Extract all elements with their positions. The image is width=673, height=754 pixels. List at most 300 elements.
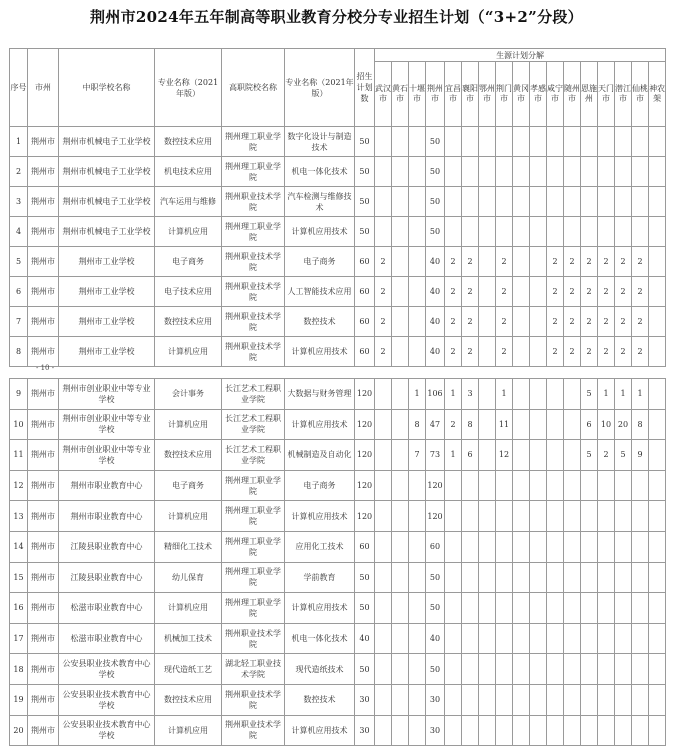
cell-region-count bbox=[615, 217, 632, 247]
cell-city: 荆州市 bbox=[28, 531, 59, 562]
cell-region-count bbox=[409, 127, 426, 157]
cell-region-count bbox=[513, 562, 530, 593]
cell-region-count: 5 bbox=[581, 440, 598, 471]
cell-region-count: 2 bbox=[581, 277, 598, 307]
cell-region-count: 2 bbox=[581, 247, 598, 277]
cell-region-count: 2 bbox=[375, 277, 392, 307]
cell-region-count bbox=[547, 593, 564, 624]
cell-plan: 50 bbox=[355, 127, 375, 157]
header-city: 市州 bbox=[28, 49, 59, 127]
cell-region-count: 2 bbox=[598, 307, 615, 337]
cell-region-count bbox=[479, 562, 496, 593]
cell-major-secondary: 数控技术应用 bbox=[155, 307, 222, 337]
cell-major-secondary: 电子技术应用 bbox=[155, 277, 222, 307]
cell-region-count bbox=[615, 157, 632, 187]
cell-school: 荆州市职业教育中心 bbox=[59, 501, 155, 532]
cell-region-count bbox=[581, 562, 598, 593]
cell-region-count bbox=[649, 501, 666, 532]
cell-region-count: 5 bbox=[581, 379, 598, 410]
cell-plan: 120 bbox=[355, 470, 375, 501]
cell-region-count bbox=[564, 562, 581, 593]
cell-region-count bbox=[375, 623, 392, 654]
cell-region-count bbox=[581, 623, 598, 654]
cell-region-count: 2 bbox=[598, 440, 615, 471]
cell-region-count: 2 bbox=[564, 247, 581, 277]
cell-region-count: 2 bbox=[615, 337, 632, 367]
cell-region-count bbox=[564, 217, 581, 247]
cell-city: 荆州市 bbox=[28, 654, 59, 685]
table-row bbox=[10, 593, 666, 624]
cell-region-count bbox=[479, 440, 496, 471]
cell-region-count bbox=[392, 307, 409, 337]
cell-region-count: 2 bbox=[564, 337, 581, 367]
cell-region-count bbox=[615, 562, 632, 593]
table-row bbox=[10, 127, 666, 157]
cell-region-count: 2 bbox=[547, 307, 564, 337]
cell-college: 长江艺术工程职业学院 bbox=[222, 409, 285, 440]
cell-region-count bbox=[513, 187, 530, 217]
cell-region-count bbox=[496, 127, 513, 157]
cell-region-count bbox=[530, 684, 547, 715]
cell-major-secondary: 幼儿保育 bbox=[155, 562, 222, 593]
cell-region-count: 2 bbox=[632, 277, 649, 307]
cell-region-count bbox=[479, 127, 496, 157]
cell-region-count bbox=[479, 157, 496, 187]
table-row bbox=[10, 337, 666, 367]
cell-region-count bbox=[409, 715, 426, 746]
cell-region-count bbox=[513, 217, 530, 247]
cell-region-count bbox=[496, 593, 513, 624]
header-region: 随州市 bbox=[564, 62, 581, 127]
cell-region-count bbox=[462, 217, 479, 247]
cell-region-count: 1 bbox=[445, 440, 462, 471]
cell-region-count bbox=[615, 531, 632, 562]
cell-major-secondary: 数控技术应用 bbox=[155, 440, 222, 471]
cell-region-count bbox=[581, 593, 598, 624]
cell-plan: 120 bbox=[355, 440, 375, 471]
cell-region-count bbox=[564, 440, 581, 471]
cell-region-count: 40 bbox=[426, 337, 445, 367]
cell-region-count bbox=[445, 127, 462, 157]
cell-region-count bbox=[581, 715, 598, 746]
cell-seq: 6 bbox=[10, 277, 28, 307]
cell-city: 荆州市 bbox=[28, 337, 59, 367]
cell-region-count bbox=[392, 277, 409, 307]
cell-region-count bbox=[530, 715, 547, 746]
cell-region-count: 12 bbox=[496, 440, 513, 471]
cell-region-count bbox=[445, 501, 462, 532]
cell-major-higher: 计算机应用技术 bbox=[285, 217, 355, 247]
cell-region-count bbox=[615, 684, 632, 715]
cell-city: 荆州市 bbox=[28, 127, 59, 157]
cell-region-count: 50 bbox=[426, 127, 445, 157]
cell-college: 荆州理工职业学院 bbox=[222, 127, 285, 157]
cell-region-count bbox=[409, 337, 426, 367]
cell-region-count bbox=[392, 593, 409, 624]
cell-seq: 16 bbox=[10, 593, 28, 624]
cell-region-count: 2 bbox=[462, 337, 479, 367]
cell-plan: 60 bbox=[355, 531, 375, 562]
cell-city: 荆州市 bbox=[28, 470, 59, 501]
cell-region-count bbox=[392, 379, 409, 410]
cell-region-count bbox=[649, 409, 666, 440]
cell-school: 荆州市工业学校 bbox=[59, 277, 155, 307]
table-row bbox=[10, 562, 666, 593]
cell-region-count bbox=[547, 379, 564, 410]
cell-region-count bbox=[462, 127, 479, 157]
cell-region-count bbox=[479, 623, 496, 654]
header-region: 恩施州 bbox=[581, 62, 598, 127]
cell-plan: 120 bbox=[355, 379, 375, 410]
header-region: 宜昌市 bbox=[445, 62, 462, 127]
cell-region-count bbox=[479, 379, 496, 410]
table-row bbox=[10, 187, 666, 217]
cell-region-count: 40 bbox=[426, 247, 445, 277]
cell-region-count bbox=[530, 307, 547, 337]
cell-region-count bbox=[479, 470, 496, 501]
cell-region-count bbox=[392, 337, 409, 367]
cell-school: 松滋市职业教育中心 bbox=[59, 623, 155, 654]
cell-region-count: 60 bbox=[426, 531, 445, 562]
cell-region-count bbox=[649, 715, 666, 746]
cell-region-count bbox=[392, 531, 409, 562]
header-region: 武汉市 bbox=[375, 62, 392, 127]
cell-region-count bbox=[581, 127, 598, 157]
cell-region-count bbox=[598, 217, 615, 247]
cell-region-count bbox=[409, 470, 426, 501]
cell-seq: 2 bbox=[10, 157, 28, 187]
cell-region-count bbox=[632, 127, 649, 157]
cell-seq: 5 bbox=[10, 247, 28, 277]
cell-region-count bbox=[409, 157, 426, 187]
cell-region-count bbox=[409, 684, 426, 715]
cell-region-count bbox=[375, 531, 392, 562]
cell-school: 荆州市机械电子工业学校 bbox=[59, 127, 155, 157]
cell-region-count bbox=[564, 379, 581, 410]
cell-school: 荆州市创业职业中等专业学校 bbox=[59, 409, 155, 440]
cell-region-count bbox=[375, 593, 392, 624]
cell-seq: 12 bbox=[10, 470, 28, 501]
cell-seq: 7 bbox=[10, 307, 28, 337]
cell-region-count bbox=[564, 187, 581, 217]
cell-college: 荆州理工职业学院 bbox=[222, 531, 285, 562]
cell-plan: 30 bbox=[355, 715, 375, 746]
cell-region-count: 1 bbox=[409, 379, 426, 410]
cell-region-count bbox=[375, 654, 392, 685]
cell-major-secondary: 数控技术应用 bbox=[155, 684, 222, 715]
cell-region-count: 2 bbox=[445, 409, 462, 440]
cell-plan: 50 bbox=[355, 593, 375, 624]
cell-region-count bbox=[649, 247, 666, 277]
cell-region-count bbox=[513, 337, 530, 367]
cell-region-count bbox=[513, 157, 530, 187]
cell-region-count bbox=[479, 337, 496, 367]
cell-region-count bbox=[530, 470, 547, 501]
cell-region-count bbox=[375, 187, 392, 217]
cell-region-count bbox=[392, 247, 409, 277]
header-region: 荆门市 bbox=[496, 62, 513, 127]
cell-city: 荆州市 bbox=[28, 562, 59, 593]
cell-region-count bbox=[513, 715, 530, 746]
cell-region-count bbox=[564, 623, 581, 654]
cell-region-count bbox=[392, 623, 409, 654]
cell-region-count bbox=[547, 187, 564, 217]
table-row bbox=[10, 440, 666, 471]
cell-region-count bbox=[409, 501, 426, 532]
cell-region-count: 8 bbox=[409, 409, 426, 440]
cell-major-higher: 大数据与财务管理 bbox=[285, 379, 355, 410]
cell-plan: 50 bbox=[355, 157, 375, 187]
cell-region-count bbox=[530, 337, 547, 367]
cell-region-count bbox=[547, 684, 564, 715]
cell-region-count: 6 bbox=[581, 409, 598, 440]
cell-region-count: 120 bbox=[426, 501, 445, 532]
cell-region-count bbox=[581, 157, 598, 187]
cell-region-count bbox=[530, 217, 547, 247]
cell-region-count: 2 bbox=[632, 307, 649, 337]
cell-region-count bbox=[409, 623, 426, 654]
document-title: 荆州市2024年五年制高等职业教育分校分专业招生计划（“3+2”分段） bbox=[90, 8, 583, 26]
cell-region-count bbox=[649, 531, 666, 562]
cell-major-secondary: 电子商务 bbox=[155, 247, 222, 277]
cell-region-count bbox=[530, 187, 547, 217]
cell-region-count: 2 bbox=[598, 277, 615, 307]
cell-region-count bbox=[479, 187, 496, 217]
cell-region-count bbox=[375, 501, 392, 532]
cell-region-count bbox=[581, 684, 598, 715]
cell-seq: 3 bbox=[10, 187, 28, 217]
cell-region-count bbox=[632, 715, 649, 746]
cell-region-count: 50 bbox=[426, 157, 445, 187]
cell-region-count bbox=[496, 470, 513, 501]
cell-region-count: 1 bbox=[632, 379, 649, 410]
header-major-secondary: 专业名称（2021年版） bbox=[155, 49, 222, 127]
cell-region-count: 50 bbox=[426, 593, 445, 624]
cell-region-count bbox=[375, 409, 392, 440]
cell-region-count bbox=[445, 187, 462, 217]
cell-region-count bbox=[530, 531, 547, 562]
cell-major-higher: 计算机应用技术 bbox=[285, 409, 355, 440]
cell-region-count: 2 bbox=[547, 277, 564, 307]
cell-region-count bbox=[513, 277, 530, 307]
cell-region-count bbox=[409, 277, 426, 307]
cell-region-count bbox=[375, 379, 392, 410]
cell-region-count bbox=[409, 654, 426, 685]
cell-region-count bbox=[409, 593, 426, 624]
header-region: 孝感市 bbox=[530, 62, 547, 127]
cell-region-count bbox=[409, 187, 426, 217]
cell-seq: 15 bbox=[10, 562, 28, 593]
cell-region-count bbox=[581, 531, 598, 562]
cell-region-count bbox=[530, 623, 547, 654]
cell-plan: 50 bbox=[355, 562, 375, 593]
cell-region-count: 2 bbox=[375, 337, 392, 367]
header-school: 中职学校名称 bbox=[59, 49, 155, 127]
cell-region-count bbox=[445, 654, 462, 685]
cell-school: 荆州市机械电子工业学校 bbox=[59, 187, 155, 217]
cell-region-count: 3 bbox=[462, 379, 479, 410]
cell-region-count: 2 bbox=[496, 277, 513, 307]
cell-region-count: 2 bbox=[547, 337, 564, 367]
cell-region-count bbox=[392, 470, 409, 501]
table-row bbox=[10, 277, 666, 307]
cell-major-higher: 电子商务 bbox=[285, 247, 355, 277]
cell-region-count: 2 bbox=[564, 277, 581, 307]
cell-region-count bbox=[392, 501, 409, 532]
cell-region-count bbox=[479, 277, 496, 307]
cell-region-count: 47 bbox=[426, 409, 445, 440]
cell-major-higher: 人工智能技术应用 bbox=[285, 277, 355, 307]
cell-plan: 40 bbox=[355, 623, 375, 654]
cell-region-count bbox=[615, 623, 632, 654]
cell-region-count: 2 bbox=[496, 307, 513, 337]
header-region: 十堰市 bbox=[409, 62, 426, 127]
cell-region-count bbox=[547, 623, 564, 654]
cell-region-count bbox=[530, 654, 547, 685]
cell-region-count bbox=[615, 470, 632, 501]
cell-region-count bbox=[547, 470, 564, 501]
cell-region-count bbox=[547, 409, 564, 440]
header-region: 神农架 bbox=[649, 62, 666, 127]
cell-region-count: 9 bbox=[632, 440, 649, 471]
cell-region-count bbox=[615, 187, 632, 217]
cell-seq: 17 bbox=[10, 623, 28, 654]
cell-region-count: 11 bbox=[496, 409, 513, 440]
cell-college: 荆州理工职业学院 bbox=[222, 157, 285, 187]
table-row bbox=[10, 654, 666, 685]
cell-region-count bbox=[445, 157, 462, 187]
cell-plan: 30 bbox=[355, 684, 375, 715]
cell-region-count bbox=[513, 379, 530, 410]
cell-region-count bbox=[547, 715, 564, 746]
cell-region-count bbox=[445, 217, 462, 247]
cell-region-count bbox=[547, 562, 564, 593]
cell-region-count bbox=[649, 470, 666, 501]
cell-region-count bbox=[530, 440, 547, 471]
cell-major-higher: 应用化工技术 bbox=[285, 531, 355, 562]
cell-region-count: 2 bbox=[445, 307, 462, 337]
header-region: 黄冈市 bbox=[513, 62, 530, 127]
cell-region-count bbox=[649, 654, 666, 685]
cell-region-count: 6 bbox=[462, 440, 479, 471]
cell-region-count: 40 bbox=[426, 277, 445, 307]
cell-school: 荆州市机械电子工业学校 bbox=[59, 217, 155, 247]
cell-region-count bbox=[598, 187, 615, 217]
cell-region-count: 10 bbox=[598, 409, 615, 440]
cell-region-count bbox=[392, 127, 409, 157]
cell-seq: 13 bbox=[10, 501, 28, 532]
cell-region-count: 8 bbox=[632, 409, 649, 440]
cell-region-count bbox=[479, 247, 496, 277]
cell-region-count bbox=[513, 593, 530, 624]
cell-region-count: 1 bbox=[598, 379, 615, 410]
cell-city: 荆州市 bbox=[28, 217, 59, 247]
cell-region-count bbox=[615, 715, 632, 746]
cell-region-count: 20 bbox=[615, 409, 632, 440]
cell-region-count bbox=[632, 217, 649, 247]
cell-region-count bbox=[649, 593, 666, 624]
cell-seq: 8 bbox=[10, 337, 28, 367]
table-row bbox=[10, 247, 666, 277]
cell-plan: 60 bbox=[355, 307, 375, 337]
cell-major-secondary: 现代造纸工艺 bbox=[155, 654, 222, 685]
cell-region-count bbox=[462, 623, 479, 654]
cell-region-count bbox=[513, 623, 530, 654]
cell-region-count bbox=[496, 715, 513, 746]
cell-region-count bbox=[564, 654, 581, 685]
cell-region-count bbox=[632, 157, 649, 187]
cell-region-count bbox=[564, 157, 581, 187]
cell-region-count bbox=[530, 501, 547, 532]
cell-region-count: 2 bbox=[496, 337, 513, 367]
cell-region-count: 30 bbox=[426, 684, 445, 715]
cell-region-count bbox=[479, 654, 496, 685]
cell-region-count bbox=[392, 157, 409, 187]
cell-city: 荆州市 bbox=[28, 440, 59, 471]
cell-major-secondary: 机电技术应用 bbox=[155, 157, 222, 187]
cell-region-count bbox=[649, 127, 666, 157]
header-region: 荆州市 bbox=[426, 62, 445, 127]
header-plan: 招生计划数 bbox=[355, 49, 375, 127]
cell-region-count: 1 bbox=[615, 379, 632, 410]
cell-region-count bbox=[513, 654, 530, 685]
cell-region-count bbox=[462, 654, 479, 685]
cell-seq: 9 bbox=[10, 379, 28, 410]
cell-plan: 50 bbox=[355, 217, 375, 247]
cell-region-count bbox=[479, 715, 496, 746]
cell-region-count bbox=[496, 684, 513, 715]
cell-region-count bbox=[581, 654, 598, 685]
cell-region-count bbox=[530, 127, 547, 157]
cell-region-count bbox=[564, 470, 581, 501]
page-number: - 10 - bbox=[36, 364, 55, 372]
cell-region-count bbox=[513, 247, 530, 277]
cell-region-count bbox=[462, 715, 479, 746]
cell-major-secondary: 计算机应用 bbox=[155, 501, 222, 532]
cell-region-count bbox=[479, 409, 496, 440]
cell-college: 荆州职业技术学院 bbox=[222, 247, 285, 277]
cell-seq: 11 bbox=[10, 440, 28, 471]
cell-city: 荆州市 bbox=[28, 277, 59, 307]
table-row bbox=[10, 684, 666, 715]
cell-region-count: 2 bbox=[598, 337, 615, 367]
cell-region-count bbox=[513, 440, 530, 471]
cell-region-count bbox=[564, 531, 581, 562]
cell-college: 荆州职业技术学院 bbox=[222, 684, 285, 715]
cell-region-count: 2 bbox=[445, 247, 462, 277]
cell-major-higher: 学前教育 bbox=[285, 562, 355, 593]
cell-region-count bbox=[462, 531, 479, 562]
cell-major-secondary: 计算机应用 bbox=[155, 715, 222, 746]
cell-region-count bbox=[649, 379, 666, 410]
cell-plan: 120 bbox=[355, 501, 375, 532]
cell-region-count bbox=[530, 157, 547, 187]
cell-city: 荆州市 bbox=[28, 593, 59, 624]
cell-region-count: 2 bbox=[462, 307, 479, 337]
cell-region-count bbox=[513, 307, 530, 337]
cell-region-count bbox=[598, 157, 615, 187]
table-row bbox=[10, 379, 666, 410]
cell-region-count bbox=[564, 684, 581, 715]
cell-school: 荆州市创业职业中等专业学校 bbox=[59, 379, 155, 410]
cell-region-count bbox=[513, 531, 530, 562]
cell-region-count: 2 bbox=[375, 307, 392, 337]
cell-region-count: 2 bbox=[615, 277, 632, 307]
cell-region-count: 2 bbox=[615, 307, 632, 337]
cell-region-count bbox=[513, 684, 530, 715]
cell-region-count bbox=[409, 307, 426, 337]
table-row bbox=[10, 715, 666, 746]
